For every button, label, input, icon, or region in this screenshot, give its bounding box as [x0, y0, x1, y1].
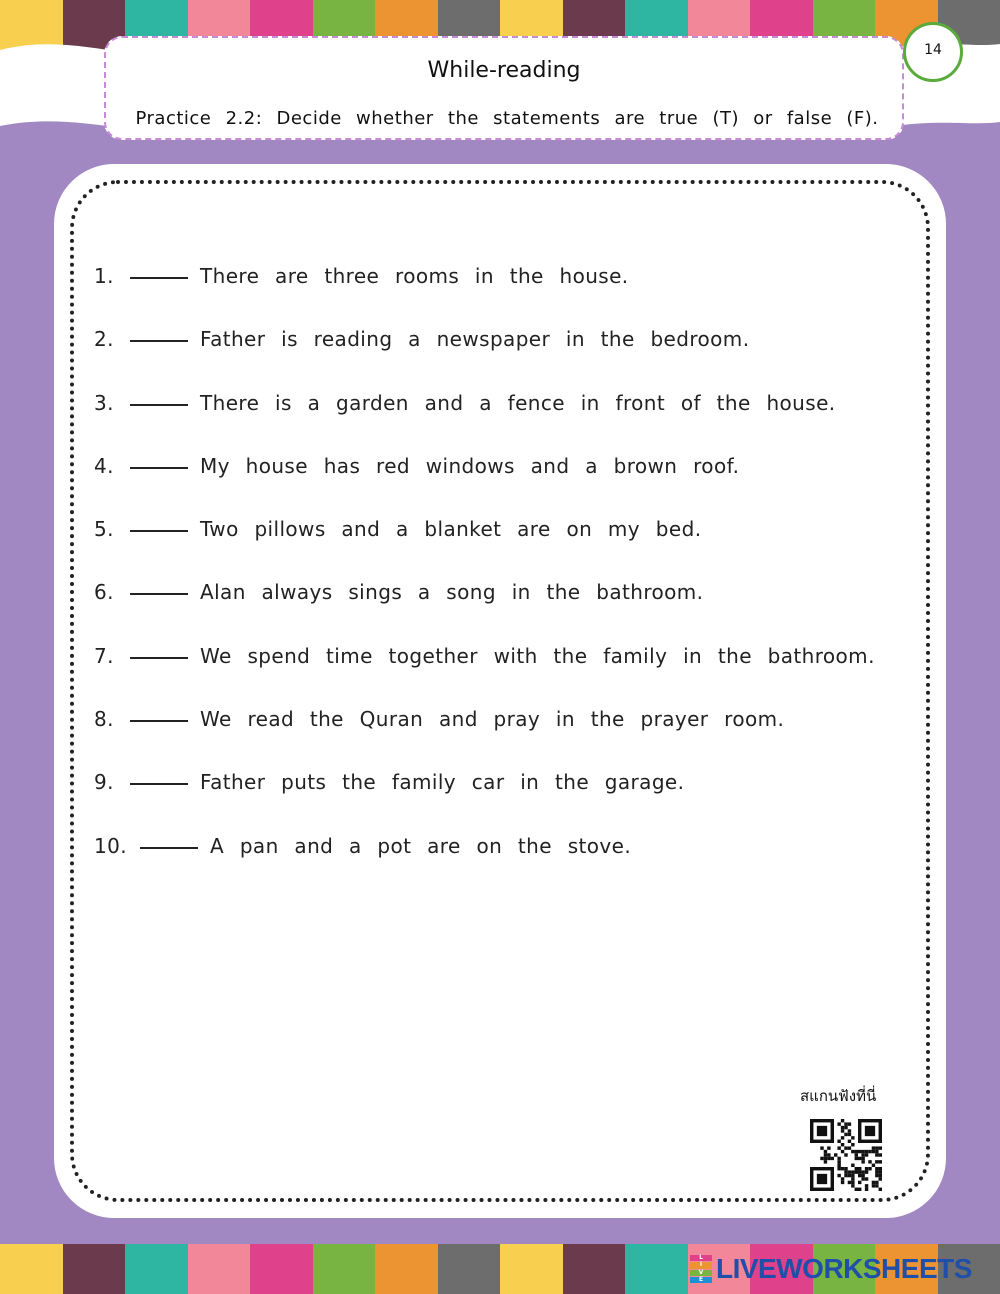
- question-number: 6.: [94, 580, 114, 605]
- color-stripe: [313, 1244, 376, 1294]
- answer-blank[interactable]: [130, 783, 188, 785]
- answer-blank[interactable]: [130, 530, 188, 532]
- liveworksheets-mark-icon: [690, 1255, 712, 1283]
- color-stripe: [438, 1244, 501, 1294]
- page-number-badge: 14: [903, 22, 963, 82]
- question-item: [94, 327, 914, 390]
- color-stripe: [63, 1244, 126, 1294]
- question-number: 7.: [94, 643, 114, 668]
- answer-blank[interactable]: [130, 720, 188, 722]
- question-number: 9.: [94, 770, 114, 795]
- question-item: [94, 644, 914, 707]
- question-number: 8.: [94, 707, 114, 732]
- color-stripe: [250, 1244, 313, 1294]
- answer-blank[interactable]: [130, 404, 188, 406]
- question-item: [94, 391, 914, 454]
- question-list: [94, 264, 914, 897]
- question-item: [94, 517, 914, 580]
- question-text: We read the Quran and pray in the prayer room.: [200, 707, 785, 732]
- question-number: 10.: [94, 833, 128, 858]
- question-text: My house has red windows and a brown roof.: [200, 453, 740, 478]
- question-text: Father is reading a newspaper in the bedroom.: [200, 327, 750, 352]
- color-stripe: [125, 1244, 188, 1294]
- question-item: [94, 834, 914, 897]
- qr-code-icon[interactable]: [810, 1119, 882, 1191]
- logo-mark-letter: L: [690, 1255, 712, 1261]
- question-text: There are three rooms in the house.: [200, 264, 629, 288]
- color-stripe: [563, 1244, 626, 1294]
- question-number: 5.: [94, 517, 114, 542]
- answer-blank[interactable]: [130, 593, 188, 595]
- color-stripe: [188, 1244, 251, 1294]
- color-stripe: [625, 1244, 688, 1294]
- section-title: While-reading: [427, 58, 581, 83]
- question-item: [94, 707, 914, 770]
- answer-blank[interactable]: [130, 657, 188, 659]
- answer-blank[interactable]: [140, 847, 198, 849]
- header-card: [104, 36, 904, 140]
- logo-mark-letter: I: [690, 1262, 712, 1268]
- question-item: [94, 580, 914, 643]
- liveworksheets-logo-text: LIVEWORKSHEETS: [716, 1253, 972, 1284]
- answer-blank[interactable]: [130, 467, 188, 469]
- question-text: There is a garden and a fence in front of the house.: [200, 390, 836, 415]
- answer-blank[interactable]: [130, 340, 188, 342]
- instruction-text: Practice 2.2: Decide whether the statements are true (T) or false (F).: [135, 108, 879, 129]
- question-text: Two pillows and a blanket are on my bed.: [200, 517, 702, 542]
- question-number: 2.: [94, 327, 114, 352]
- question-item: [94, 770, 914, 833]
- question-item: [94, 264, 914, 327]
- worksheet-card: [54, 164, 946, 1218]
- answer-blank[interactable]: [130, 277, 188, 279]
- question-text: Father puts the family car in the garage.: [200, 770, 685, 795]
- logo-mark-letter: E: [690, 1277, 712, 1283]
- color-stripe: [375, 1244, 438, 1294]
- question-text: We spend time together with the family in the bathroom.: [200, 643, 875, 668]
- question-number: 4.: [94, 453, 114, 478]
- question-number: 1.: [94, 264, 114, 288]
- liveworksheets-logo[interactable]: [690, 1252, 972, 1286]
- question-number: 3.: [94, 390, 114, 415]
- qr-label: สแกนฟังที่นี่: [800, 1087, 877, 1105]
- question-text: Alan always sings a song in the bathroom.: [200, 580, 704, 605]
- question-item: [94, 454, 914, 517]
- color-stripe: [500, 1244, 563, 1294]
- color-stripe: [0, 1244, 63, 1294]
- question-text: A pan and a pot are on the stove.: [210, 833, 632, 858]
- logo-mark-letter: V: [690, 1270, 712, 1276]
